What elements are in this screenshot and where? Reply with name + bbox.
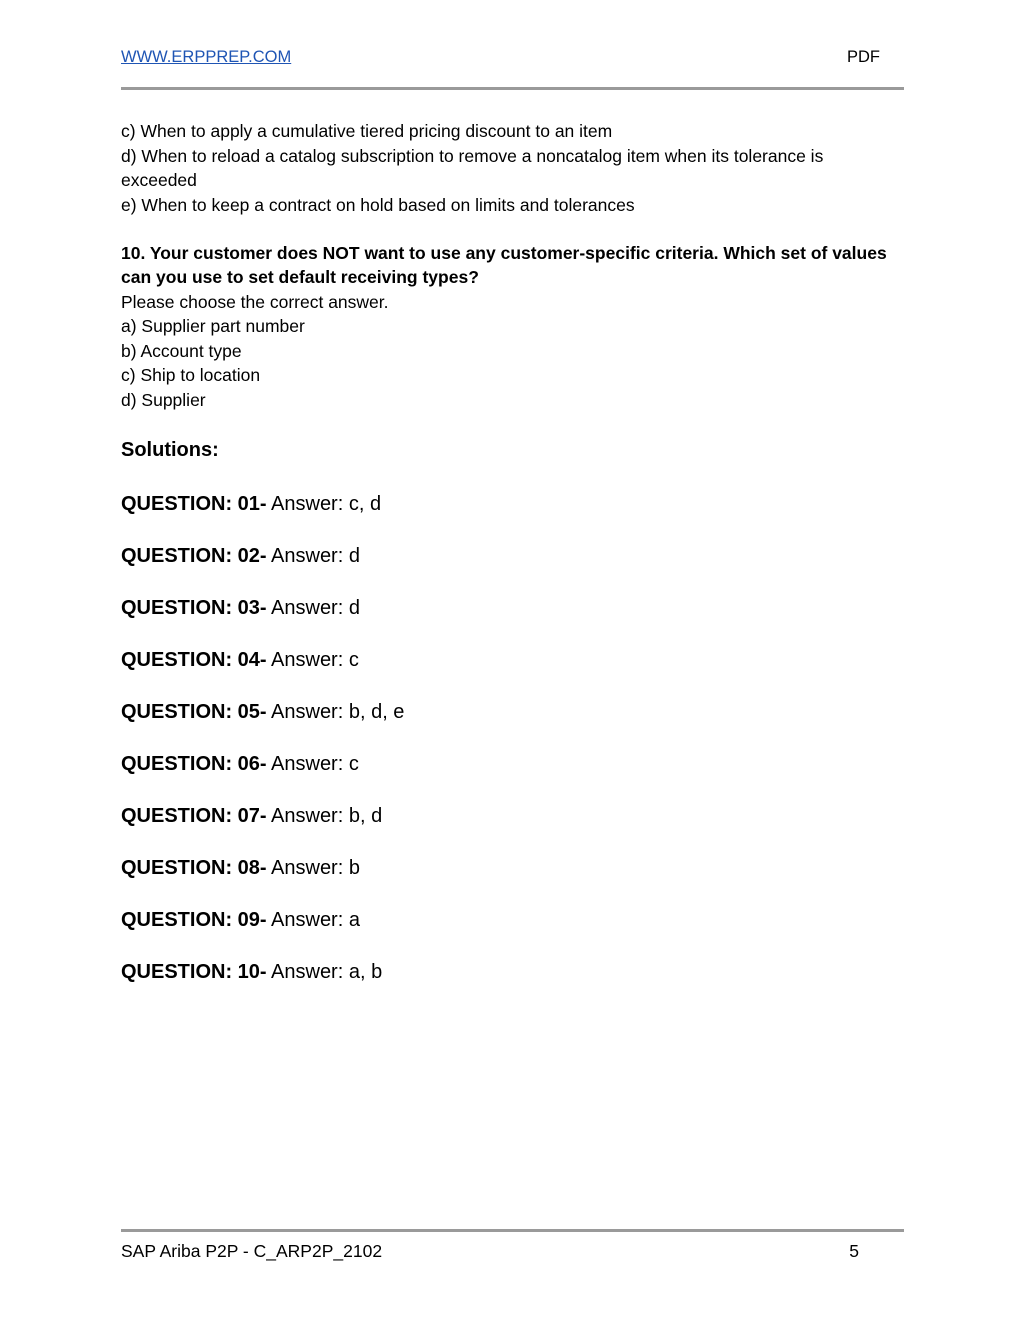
answer-text: Answer: a (271, 909, 360, 931)
question-label: QUESTION: 02- (121, 545, 267, 567)
answer-text: Answer: c (271, 649, 359, 671)
option-e: e) When to keep a contract on hold based on limits and tolerances (121, 194, 635, 215)
question-label: QUESTION: 03- (121, 597, 267, 619)
question-10-option-d: d) Supplier (121, 389, 206, 410)
document-title: SAP Ariba P2P - C_ARP2P_2102 (121, 1241, 383, 1261)
option-c: c) When to apply a cumulative tiered pricing discount to an item (121, 121, 613, 141)
answer-list (121, 491, 404, 1011)
question-10-instruction: Please choose the correct answer. (121, 291, 389, 312)
answer-text: Answer: b (271, 857, 360, 879)
answer-text: Answer: d (271, 545, 360, 567)
format-label: PDF (847, 48, 880, 66)
page-number: 5 (849, 1241, 859, 1261)
page-header (121, 48, 880, 70)
answer-row-01 (121, 491, 404, 543)
answer-row-05 (121, 699, 404, 751)
option-d: d) When to reload a catalog subscription to remove a noncatalog item when its tolerance is exceeded (121, 145, 824, 190)
question-10-option-a: a) Supplier part number (121, 316, 305, 336)
answer-row-07 (121, 803, 404, 855)
answer-text: Answer: c (271, 753, 359, 775)
question-label: QUESTION: 06- (121, 753, 267, 775)
answer-row-04 (121, 647, 404, 699)
answer-row-06 (121, 751, 404, 803)
answer-row-10 (121, 959, 404, 1011)
question-10-option-c: c) Ship to location (121, 365, 261, 385)
answer-row-03 (121, 595, 404, 647)
question-label: QUESTION: 04- (121, 649, 267, 671)
answer-text: Answer: b, d (271, 805, 383, 827)
header-divider (121, 87, 904, 90)
question-10-title: 10. Your customer does NOT want to use any customer-specific criteria. Which set of values can you use to set default receiving types? (121, 242, 887, 287)
question-label: QUESTION: 07- (121, 805, 267, 827)
question-10-option-b: b) Account type (121, 340, 242, 361)
question-label: QUESTION: 10- (121, 961, 267, 983)
answer-row-02 (121, 543, 404, 595)
question-label: QUESTION: 05- (121, 701, 267, 723)
question-label: QUESTION: 09- (121, 909, 267, 931)
answer-row-09 (121, 907, 404, 959)
answer-text: Answer: a, b (271, 961, 383, 983)
footer-divider (121, 1229, 904, 1232)
question-label: QUESTION: 08- (121, 857, 267, 879)
answer-text: Answer: b, d, e (271, 701, 405, 723)
site-link[interactable]: WWW.ERPPREP.COM (121, 48, 292, 66)
answer-text: Answer: c, d (271, 493, 382, 515)
page-footer (121, 1241, 859, 1263)
answer-row-08 (121, 855, 404, 907)
previous-question-options (121, 119, 891, 412)
solutions-heading: Solutions: (121, 439, 219, 461)
answer-text: Answer: d (271, 597, 360, 619)
question-label: QUESTION: 01- (121, 493, 267, 515)
